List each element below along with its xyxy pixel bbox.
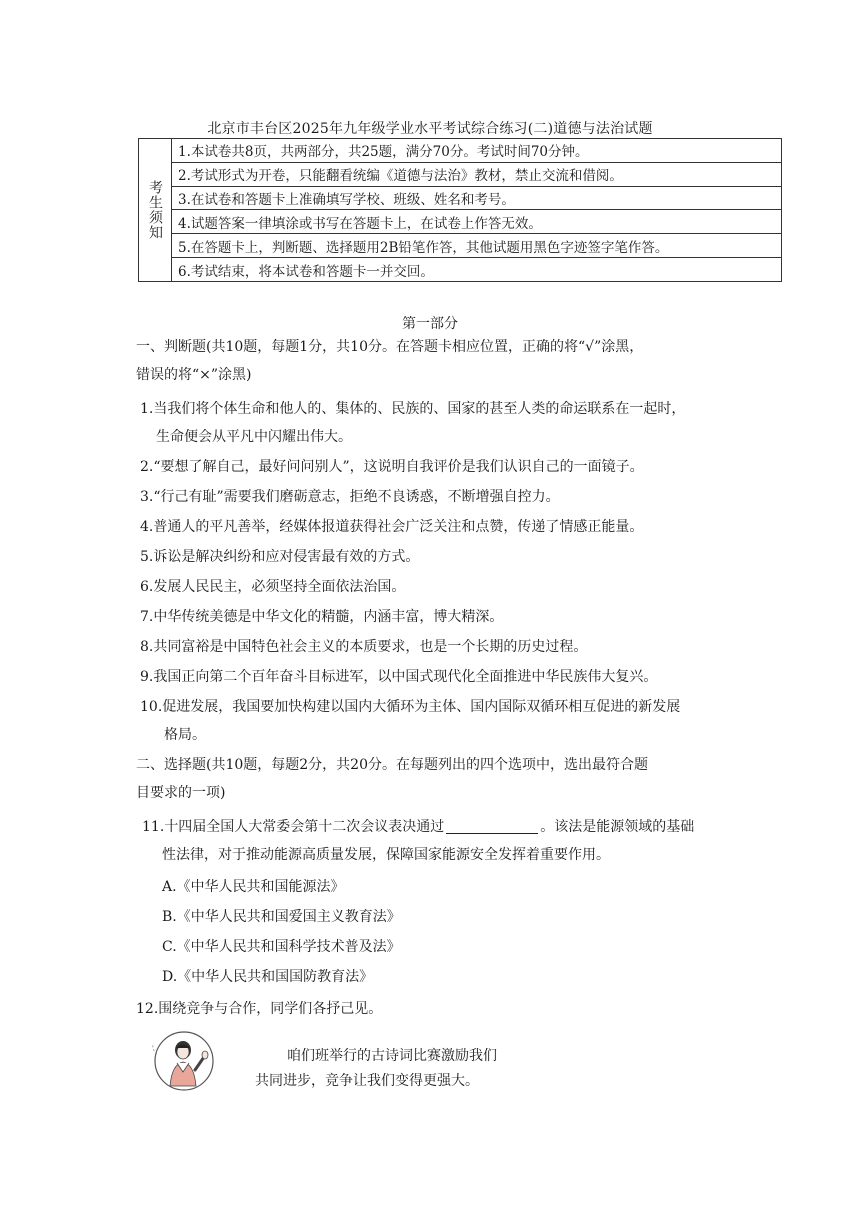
exam-title: 北京市丰台区2025年九年级学业水平考试综合练习(二)道德与法治试题 [207, 121, 653, 137]
notice-item: 2.考试形式为开卷，只能翻看统编《道德与法治》教材，禁止交流和借阅。 [172, 163, 781, 187]
question-10: 10.促进发展，我国要加快构建以国内大循环为主体、国内国际双循环相互促进的新发展 [140, 699, 681, 715]
question-5: 5.诉讼是解决纠纷和应对侵害最有效的方式。 [140, 549, 420, 565]
speech-bubble-line-1: 咱们班举行的古诗词比赛激励我们 [287, 1048, 497, 1064]
question-11-text: 11.十四届全国人大常委会第十二次会议表决通过 [142, 819, 445, 835]
question-11-options [162, 873, 401, 991]
question-1-cont: 生命便会从平凡中闪耀出伟大。 [156, 429, 352, 445]
answer-blank [446, 819, 538, 834]
question-11-text-end: 。该法是能源领域的基础 [540, 819, 695, 835]
option-a: A.《中华人民共和国能源法》 [162, 879, 345, 895]
question-2: 2.“要想了解自己，最好问问别人”，这说明自我评价是我们认识自己的一面镜子。 [140, 459, 644, 475]
question-8: 8.共同富裕是中国特色社会主义的本质要求，也是一个长期的历史过程。 [140, 639, 588, 655]
question-4: 4.普通人的平凡善举，经媒体报道获得社会广泛关注和点赞，传递了情感正能量。 [140, 519, 644, 535]
question-9: 9.我国正向第二个百年奋斗目标进军，以中国式现代化全面推进中华民族伟大复兴。 [140, 669, 658, 685]
question-3: 3.“行己有耻”需要我们磨砺意志，拒绝不良诱惑，不断增强自控力。 [140, 489, 560, 505]
notice-items [172, 139, 781, 281]
question-7: 7.中华传统美德是中华文化的精髓，内涵丰富，博大精深。 [140, 609, 504, 625]
notice-item: 6.考试结束，将本试卷和答题卡一并交回。 [178, 263, 434, 280]
true-false-questions [140, 395, 685, 749]
question-12-stem: 12.围绕竞争与合作，同学们各抒己见。 [136, 1001, 383, 1017]
notice-item: 5.在答题卡上，判断题、选择题用2B铅笔作答，其他试题用黑色字迹签字笔作答。 [172, 234, 781, 258]
question-11-cont: 性法律，对于推动能源高质量发展，保障国家能源安全发挥着重要作用。 [162, 847, 610, 863]
notice-label: 考生须知 [147, 180, 163, 240]
section-heading: 一、判断题(共10题，每题1分，共10分。在答题卡相应位置，正确的将“√”涂黑， [136, 339, 644, 355]
option-c: C.《中华人民共和国科学技术普及法》 [162, 939, 401, 955]
section-one [136, 333, 643, 389]
notice-item: 3.在试卷和答题卡上准确填写学校、班级、姓名和考号。 [172, 187, 781, 211]
question-12 [136, 995, 382, 1023]
notice-label-cell [139, 139, 172, 281]
notice-item: 1.本试卷共8页，共两部分，共25题，满分70分。考试时间70分钟。 [172, 139, 781, 163]
student-avatar-icon [150, 1030, 218, 1092]
section-heading: 二、选择题(共10题，每题2分，共20分。在每题列出的四个选项中，选出最符合题 [136, 757, 648, 773]
question-11-stem [142, 813, 694, 841]
question-6: 6.发展人民民主，必须坚持全面依法治国。 [140, 579, 406, 595]
option-b: B.《中华人民共和国爱国主义教育法》 [162, 909, 401, 925]
candidate-notice-box [138, 138, 782, 282]
question-11 [142, 813, 694, 869]
notice-item: 4.试题答案一律填涂或书写在答题卡上，在试卷上作答无效。 [172, 210, 781, 234]
question-1: 1.当我们将个体生命和他人的、集体的、民族的、国家的甚至人类的命运联系在一起时， [140, 401, 686, 417]
part-one-title: 第一部分 [402, 316, 458, 332]
question-10-cont: 格局。 [164, 727, 206, 743]
option-d: D.《中华人民共和国国防教育法》 [162, 969, 374, 985]
speech-bubble-line-2: 共同进步，竞争让我们变得更强大。 [255, 1073, 479, 1089]
section-two [136, 751, 648, 807]
section-heading-cont: 目要求的一项) [136, 785, 226, 801]
section-heading-cont: 错误的将“×”涂黑) [136, 367, 252, 383]
